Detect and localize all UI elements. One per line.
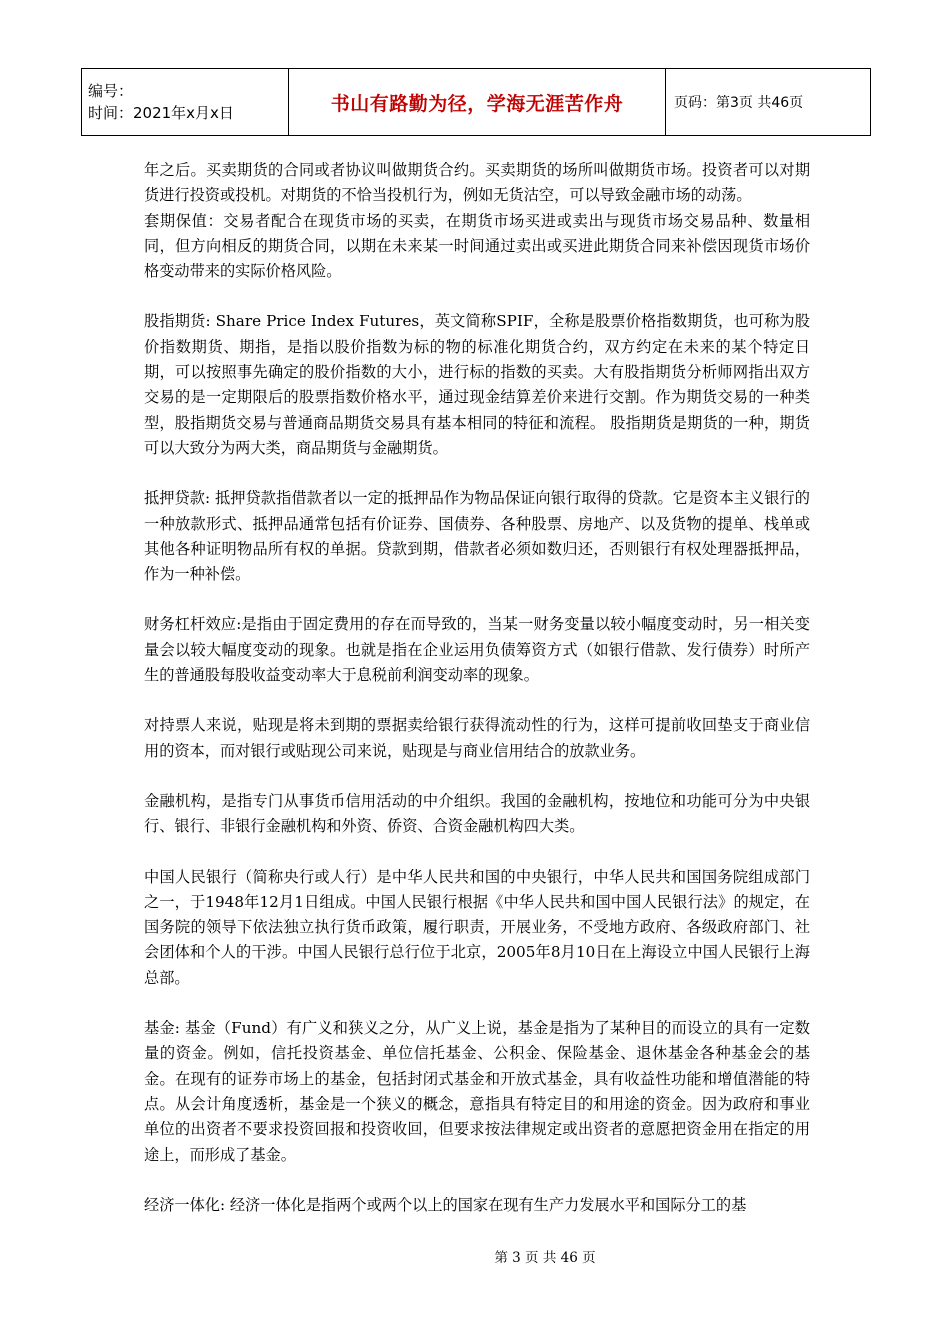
document-body	[144, 158, 810, 1218]
header-table	[81, 68, 871, 136]
paragraph: 抵押贷款: 抵押贷款指借款者以一定的抵押品作为物品保证向银行取得的贷款。它是资本主义银行的一种放款形式、抵押品通常包括有价证券、国债券、各种股票、房地产、以及货物的提单、栈单或其他各种证明物品所有权的单据。贷款到期，借款者必须如数归还，否则银行有权处理器抵押品，作为一种补偿。	[144, 489, 810, 584]
header-motto: 书山有路勤为径，学海无涯苦作舟	[289, 69, 666, 136]
paragraph: 经济一体化: 经济一体化是指两个或两个以上的国家在现有生产力发展水平和国际分工的基	[144, 1195, 747, 1214]
page-footer: 第 3 页 共 46 页	[494, 1250, 596, 1266]
paragraph: 年之后。买卖期货的合同或者协议叫做期货合约。买卖期货的场所叫做期货市场。投资者可以对期货进行投资或投机。对期货的不恰当投机行为，例如无货沽空，可以导致金融市场的动荡。	[144, 161, 810, 205]
paragraph: 中国人民银行（简称央行或人行）是中华人民共和国的中央银行，中华人民共和国国务院组成部门之一，于1948年12月1日组成。中国人民银行根据《中华人民共和国中国人民银行法》的规定，在国务院的领导下依法独立执行货币政策，履行职责，开展业务，不受地方政府、各级政府部门、社会团体和个人的干涉。中国人民银行总行位于北京，2005年8月10日在上海设立中国人民银行上海总部。	[144, 867, 810, 987]
document-code-label: 编号：	[88, 82, 134, 100]
paragraph: 基金: 基金（Fund）有广义和狭义之分，从广义上说，基金是指为了某种目的而设立的具有一定数量的资金。例如，信托投资基金、单位信托基金、公积金、保险基金、退休基金各种基金会的基金。在现有的证券市场上的基金，包括封闭式基金和开放式基金，具有收益性功能和增值潜能的特点。从会计角度透析，基金是一个狭义的概念，意指具有特定目的和用途的资金。因为政府和事业单位的出资者不要求投资回报和投资收回，但要求按法律规定或出资者的意愿把资金用在指定的用途上，而形成了基金。	[144, 1019, 810, 1164]
header-meta-cell	[82, 69, 289, 136]
paragraph: 套期保值：交易者配合在现货市场的买卖，在期货市场买进或卖出与现货市场交易品种、数量相同，但方向相反的期货合同，以期在未来某一时间通过卖出或买进此期货合同来补偿因现货市场价格变动带来的实际价格风险。	[144, 211, 810, 281]
paragraph: 对持票人来说，贴现是将未到期的票据卖给银行获得流动性的行为，这样可提前收回垫支于商业信用的资本，而对银行或贴现公司来说，贴现是与商业信用结合的放款业务。	[144, 716, 810, 760]
header-page-info: 页码：第3页 共46页	[666, 69, 871, 136]
paragraph: 财务杠杆效应:是指由于固定费用的存在而导致的，当某一财务变量以较小幅度变动时，另一相关变量会以较大幅度变动的现象。也就是指在企业运用负债筹资方式（如银行借款、发行债券）时所产生的普通股每股收益变动率大于息税前利润变动率的现象。	[144, 615, 810, 685]
document-time-label: 时间：2021年x月x日	[88, 104, 234, 122]
paragraph: 股指期货: Share Price Index Futures，英文简称SPIF，全称是股票价格指数期货，也可称为股价指数期货、期指，是指以股价指数为标的物的标准化期货合约，双方约定在未来的某个特定日期，可以按照事先确定的股价指数的大小，进行标的指数的买卖。大有股指期货分析师网指出双方交易的是一定期限后的股票指数价格水平，通过现金结算差价来进行交割。作为期货交易的一种类型，股指期货交易与普通商品期货交易具有基本相同的特征和流程。 股指期货是期货的一种，期货可以大致分为两大类，商品期货与金融期货。	[144, 312, 810, 457]
paragraph: 金融机构，是指专门从事货币信用活动的中介组织。我国的金融机构，按地位和功能可分为中央银行、银行、非银行金融机构和外资、侨资、合资金融机构四大类。	[144, 791, 810, 836]
